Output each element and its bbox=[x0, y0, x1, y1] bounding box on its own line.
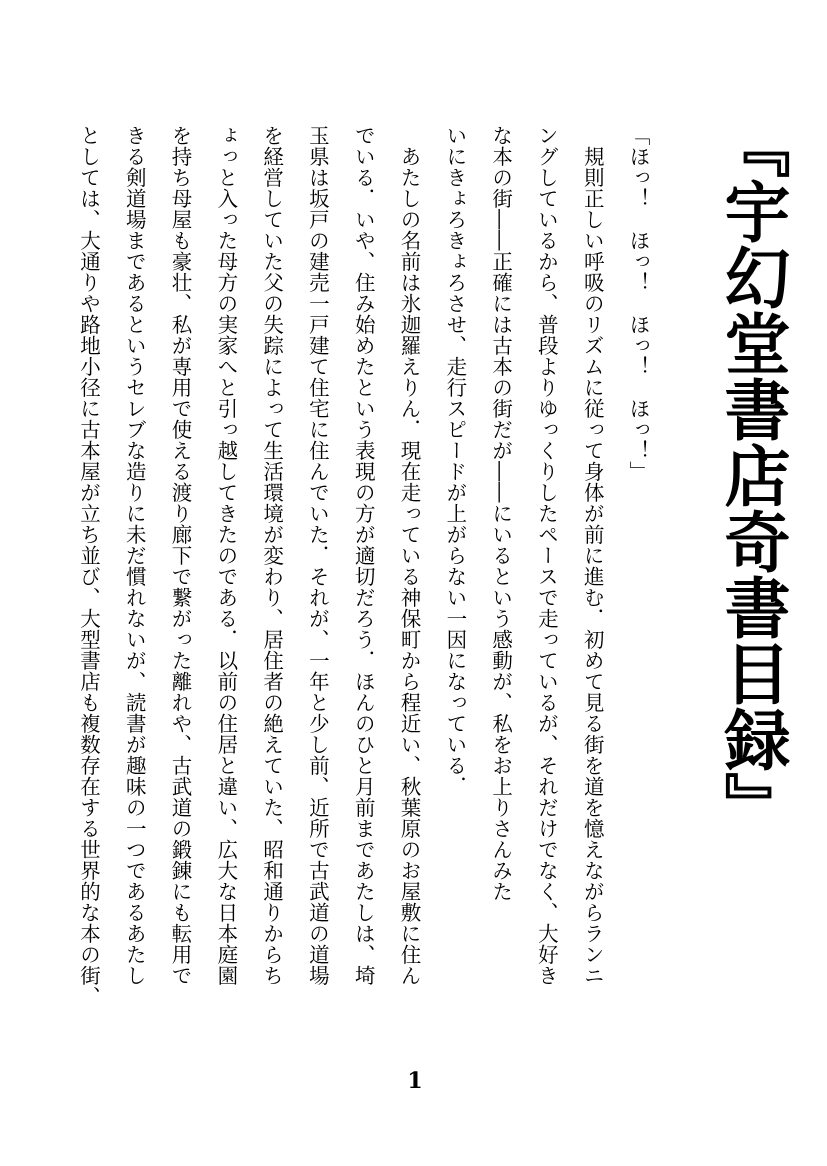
text-line: としては、大通りや路地小径に古本屋が立ち並び、大型書店も複数存在する世界的な本の街、 bbox=[76, 125, 101, 1007]
text-line: ょっと入った母方の実家へと引っ越してきたのである．以前の住居と違い、広大な日本庭園 bbox=[213, 125, 238, 986]
text-line: あたしの名前は氷迦羅えりん．現在走っている神保町から程近い、秋葉原のお屋敷に住ん bbox=[397, 125, 422, 986]
body-text bbox=[40, 125, 660, 1055]
text-line: 玉県は坂戸の建売一戸建て住宅に住んでいた．それが、一年と少し前、近所で古武道の道場 bbox=[305, 125, 330, 986]
text-line: を持ち母屋も豪壮、私が専用で使える渡り廊下で繋がった離れや、古武道の鍛錬にも転用で bbox=[168, 125, 193, 986]
text-line: ングしているから、普段よりゆっくりしたペースで走っているが、それだけでなく、大好き bbox=[534, 125, 559, 986]
text-line: を経営していた父の失踪によって生活環境が変わり、居住者の絶えていた、昭和通りからち bbox=[259, 125, 284, 986]
page-title: 『宇幻堂書店奇書目録』 bbox=[713, 112, 791, 838]
text-line: な本の街――正確には古本の街だが――にいるという感動が、私をお上りさんみた bbox=[488, 125, 513, 902]
text-line: でいる．いや、住み始めたという表現の方が適切だろう．ほんのひと月前まであたしは、埼 bbox=[351, 125, 376, 986]
text-line: きる剣道場まであるというセレブな造りに未だ慣れないが、読書が趣味の一つであるあたし bbox=[122, 125, 147, 986]
text-line: 「ほっ！ ほっ！ ほっ！ ほっ！」 bbox=[626, 125, 650, 482]
text-line: いにきょろきょろさせ、走行スピードが上がらない一因になっている． bbox=[442, 125, 467, 797]
text-line: 規則正しい呼吸のリズムに従って身体が前に進む．初めて見る街を道を憶えながらランニ bbox=[580, 125, 605, 986]
page-number: 1 bbox=[407, 1068, 423, 1094]
